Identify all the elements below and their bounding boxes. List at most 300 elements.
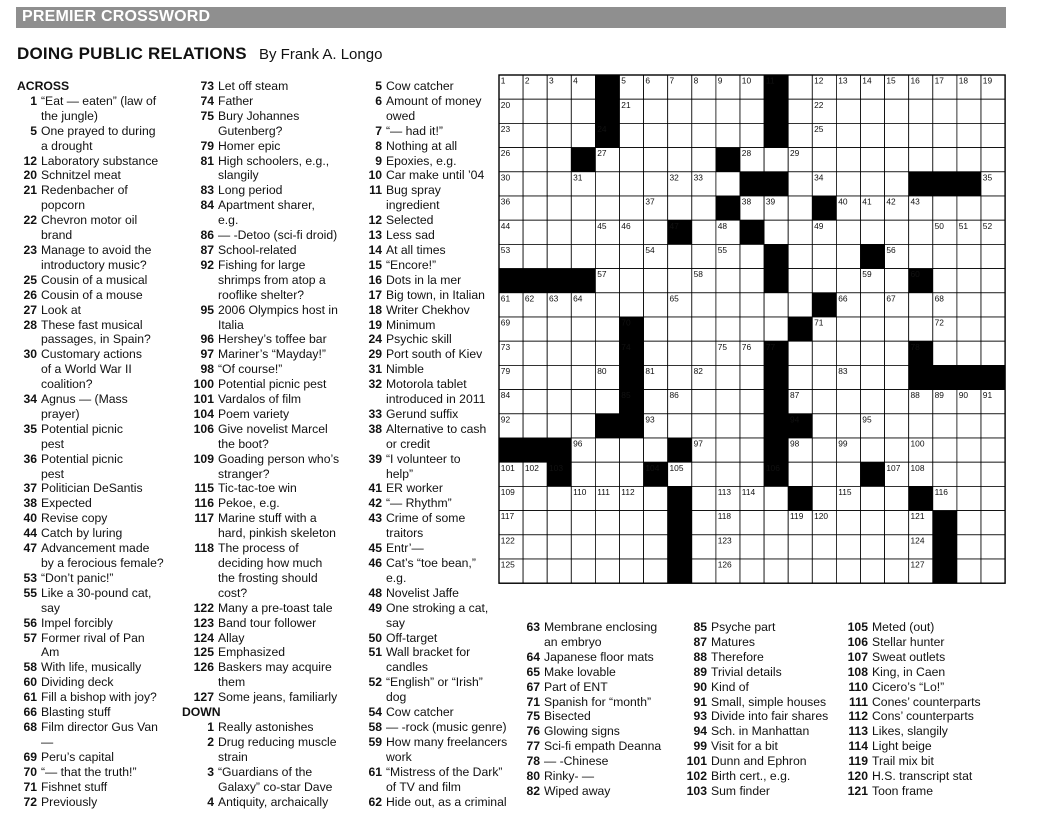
grid-cell[interactable] bbox=[957, 341, 981, 365]
grid-cell[interactable] bbox=[499, 148, 523, 172]
grid-cell[interactable] bbox=[620, 559, 644, 583]
grid-cell[interactable] bbox=[547, 317, 571, 341]
grid-cell[interactable] bbox=[571, 75, 595, 99]
grid-cell[interactable] bbox=[668, 462, 692, 486]
grid-cell[interactable] bbox=[812, 414, 836, 438]
grid-cell[interactable] bbox=[740, 390, 764, 414]
grid-cell[interactable] bbox=[499, 462, 523, 486]
grid-cell[interactable] bbox=[668, 269, 692, 293]
grid-cell[interactable] bbox=[933, 123, 957, 147]
grid-cell[interactable] bbox=[788, 99, 812, 123]
grid-cell[interactable] bbox=[692, 269, 716, 293]
grid-cell[interactable] bbox=[836, 99, 860, 123]
grid-cell[interactable] bbox=[740, 341, 764, 365]
grid-cell[interactable] bbox=[716, 414, 740, 438]
grid-cell[interactable] bbox=[836, 244, 860, 268]
grid-cell[interactable] bbox=[812, 341, 836, 365]
grid-cell[interactable] bbox=[836, 462, 860, 486]
grid-cell[interactable] bbox=[957, 559, 981, 583]
grid-cell[interactable] bbox=[692, 99, 716, 123]
grid-cell[interactable] bbox=[595, 317, 619, 341]
grid-cell[interactable] bbox=[595, 148, 619, 172]
grid-cell[interactable] bbox=[499, 75, 523, 99]
grid-cell[interactable] bbox=[981, 390, 1005, 414]
grid-cell[interactable] bbox=[957, 293, 981, 317]
grid-cell[interactable] bbox=[836, 123, 860, 147]
grid-cell[interactable] bbox=[644, 244, 668, 268]
grid-cell[interactable] bbox=[981, 196, 1005, 220]
grid-cell[interactable] bbox=[716, 559, 740, 583]
grid-cell[interactable] bbox=[957, 317, 981, 341]
grid-cell[interactable] bbox=[788, 148, 812, 172]
grid-cell[interactable] bbox=[861, 559, 885, 583]
grid-cell[interactable] bbox=[909, 75, 933, 99]
grid-cell[interactable] bbox=[620, 196, 644, 220]
grid-cell[interactable] bbox=[957, 196, 981, 220]
grid-cell[interactable] bbox=[523, 293, 547, 317]
grid-cell[interactable] bbox=[812, 172, 836, 196]
grid-cell[interactable] bbox=[668, 341, 692, 365]
grid-cell[interactable] bbox=[957, 244, 981, 268]
grid-cell[interactable] bbox=[620, 535, 644, 559]
grid-cell[interactable] bbox=[620, 172, 644, 196]
grid-cell[interactable] bbox=[547, 365, 571, 389]
grid-cell[interactable] bbox=[788, 365, 812, 389]
grid-cell[interactable] bbox=[812, 390, 836, 414]
grid-cell[interactable] bbox=[788, 75, 812, 99]
grid-cell[interactable] bbox=[499, 244, 523, 268]
grid-cell[interactable] bbox=[499, 317, 523, 341]
grid-cell[interactable] bbox=[644, 269, 668, 293]
grid-cell[interactable] bbox=[836, 148, 860, 172]
grid-cell[interactable] bbox=[523, 220, 547, 244]
grid-cell[interactable] bbox=[788, 341, 812, 365]
grid-cell[interactable] bbox=[861, 148, 885, 172]
grid-cell[interactable] bbox=[909, 535, 933, 559]
grid-cell[interactable] bbox=[595, 341, 619, 365]
grid-cell[interactable] bbox=[740, 414, 764, 438]
grid-cell[interactable] bbox=[764, 148, 788, 172]
grid-cell[interactable] bbox=[836, 341, 860, 365]
grid-cell[interactable] bbox=[885, 535, 909, 559]
grid-cell[interactable] bbox=[812, 486, 836, 510]
grid-cell[interactable] bbox=[620, 269, 644, 293]
grid-cell[interactable] bbox=[957, 438, 981, 462]
grid-cell[interactable] bbox=[692, 148, 716, 172]
grid-cell[interactable] bbox=[909, 438, 933, 462]
grid-cell[interactable] bbox=[716, 438, 740, 462]
grid-cell[interactable] bbox=[885, 148, 909, 172]
grid-cell[interactable] bbox=[547, 486, 571, 510]
grid-cell[interactable] bbox=[812, 317, 836, 341]
grid-cell[interactable] bbox=[692, 75, 716, 99]
grid-cell[interactable] bbox=[861, 75, 885, 99]
grid-cell[interactable] bbox=[981, 511, 1005, 535]
grid-cell[interactable] bbox=[692, 196, 716, 220]
grid-cell[interactable] bbox=[788, 293, 812, 317]
grid-cell[interactable] bbox=[571, 341, 595, 365]
grid-cell[interactable] bbox=[981, 293, 1005, 317]
grid-cell[interactable] bbox=[861, 414, 885, 438]
grid-cell[interactable] bbox=[861, 99, 885, 123]
grid-cell[interactable] bbox=[716, 269, 740, 293]
grid-cell[interactable] bbox=[644, 172, 668, 196]
grid-cell[interactable] bbox=[885, 317, 909, 341]
grid-cell[interactable] bbox=[595, 365, 619, 389]
grid-cell[interactable] bbox=[668, 390, 692, 414]
grid-cell[interactable] bbox=[547, 559, 571, 583]
grid-cell[interactable] bbox=[595, 535, 619, 559]
grid-cell[interactable] bbox=[668, 172, 692, 196]
grid-cell[interactable] bbox=[885, 293, 909, 317]
grid-cell[interactable] bbox=[885, 75, 909, 99]
grid-cell[interactable] bbox=[716, 341, 740, 365]
grid-cell[interactable] bbox=[933, 390, 957, 414]
grid-cell[interactable] bbox=[620, 123, 644, 147]
grid-cell[interactable] bbox=[692, 172, 716, 196]
grid-cell[interactable] bbox=[644, 486, 668, 510]
grid-cell[interactable] bbox=[836, 220, 860, 244]
grid-cell[interactable] bbox=[595, 220, 619, 244]
grid-cell[interactable] bbox=[716, 123, 740, 147]
grid-cell[interactable] bbox=[812, 462, 836, 486]
grid-cell[interactable] bbox=[909, 462, 933, 486]
grid-cell[interactable] bbox=[571, 511, 595, 535]
grid-cell[interactable] bbox=[716, 244, 740, 268]
grid-cell[interactable] bbox=[861, 269, 885, 293]
grid-cell[interactable] bbox=[861, 220, 885, 244]
grid-cell[interactable] bbox=[499, 293, 523, 317]
grid-cell[interactable] bbox=[981, 269, 1005, 293]
grid-cell[interactable] bbox=[909, 390, 933, 414]
grid-cell[interactable] bbox=[861, 365, 885, 389]
grid-cell[interactable] bbox=[909, 123, 933, 147]
grid-cell[interactable] bbox=[644, 196, 668, 220]
grid-cell[interactable] bbox=[620, 293, 644, 317]
grid-cell[interactable] bbox=[885, 123, 909, 147]
grid-cell[interactable] bbox=[909, 414, 933, 438]
grid-cell[interactable] bbox=[957, 414, 981, 438]
grid-cell[interactable] bbox=[861, 317, 885, 341]
grid-cell[interactable] bbox=[885, 220, 909, 244]
grid-cell[interactable] bbox=[836, 293, 860, 317]
grid-cell[interactable] bbox=[644, 365, 668, 389]
grid-cell[interactable] bbox=[885, 244, 909, 268]
grid-cell[interactable] bbox=[595, 269, 619, 293]
grid-cell[interactable] bbox=[933, 486, 957, 510]
grid-cell[interactable] bbox=[620, 244, 644, 268]
grid-cell[interactable] bbox=[740, 244, 764, 268]
grid-cell[interactable] bbox=[523, 244, 547, 268]
grid-cell[interactable] bbox=[692, 511, 716, 535]
grid-cell[interactable] bbox=[668, 317, 692, 341]
grid-cell[interactable] bbox=[595, 390, 619, 414]
grid-cell[interactable] bbox=[764, 511, 788, 535]
grid-cell[interactable] bbox=[909, 511, 933, 535]
grid-cell[interactable] bbox=[981, 535, 1005, 559]
grid-cell[interactable] bbox=[933, 438, 957, 462]
grid-cell[interactable] bbox=[644, 123, 668, 147]
grid-cell[interactable] bbox=[885, 390, 909, 414]
grid-cell[interactable] bbox=[885, 99, 909, 123]
grid-cell[interactable] bbox=[547, 148, 571, 172]
grid-cell[interactable] bbox=[571, 317, 595, 341]
grid-cell[interactable] bbox=[692, 438, 716, 462]
grid-cell[interactable] bbox=[499, 99, 523, 123]
grid-cell[interactable] bbox=[764, 317, 788, 341]
grid-cell[interactable] bbox=[692, 317, 716, 341]
grid-cell[interactable] bbox=[523, 172, 547, 196]
grid-cell[interactable] bbox=[861, 535, 885, 559]
grid-cell[interactable] bbox=[957, 486, 981, 510]
grid-cell[interactable] bbox=[933, 75, 957, 99]
grid-cell[interactable] bbox=[547, 220, 571, 244]
grid-cell[interactable] bbox=[836, 317, 860, 341]
grid-cell[interactable] bbox=[981, 414, 1005, 438]
grid-cell[interactable] bbox=[644, 438, 668, 462]
grid-cell[interactable] bbox=[595, 438, 619, 462]
grid-cell[interactable] bbox=[595, 172, 619, 196]
grid-cell[interactable] bbox=[933, 293, 957, 317]
grid-cell[interactable] bbox=[812, 148, 836, 172]
grid-cell[interactable] bbox=[620, 75, 644, 99]
grid-cell[interactable] bbox=[909, 99, 933, 123]
grid-cell[interactable] bbox=[836, 172, 860, 196]
grid-cell[interactable] bbox=[788, 196, 812, 220]
grid-cell[interactable] bbox=[716, 462, 740, 486]
grid-cell[interactable] bbox=[764, 220, 788, 244]
grid-cell[interactable] bbox=[740, 196, 764, 220]
grid-cell[interactable] bbox=[547, 293, 571, 317]
grid-cell[interactable] bbox=[523, 535, 547, 559]
grid-cell[interactable] bbox=[499, 341, 523, 365]
grid-cell[interactable] bbox=[764, 196, 788, 220]
grid-cell[interactable] bbox=[957, 123, 981, 147]
grid-cell[interactable] bbox=[571, 535, 595, 559]
grid-cell[interactable] bbox=[668, 148, 692, 172]
grid-cell[interactable] bbox=[668, 196, 692, 220]
grid-cell[interactable] bbox=[836, 196, 860, 220]
grid-cell[interactable] bbox=[933, 462, 957, 486]
grid-cell[interactable] bbox=[523, 341, 547, 365]
grid-cell[interactable] bbox=[957, 511, 981, 535]
grid-cell[interactable] bbox=[957, 75, 981, 99]
grid-cell[interactable] bbox=[620, 99, 644, 123]
grid-cell[interactable] bbox=[909, 293, 933, 317]
grid-cell[interactable] bbox=[523, 462, 547, 486]
grid-cell[interactable] bbox=[885, 196, 909, 220]
grid-cell[interactable] bbox=[571, 244, 595, 268]
grid-cell[interactable] bbox=[668, 99, 692, 123]
grid-cell[interactable] bbox=[523, 317, 547, 341]
grid-cell[interactable] bbox=[836, 486, 860, 510]
grid-cell[interactable] bbox=[620, 220, 644, 244]
grid-cell[interactable] bbox=[812, 535, 836, 559]
grid-cell[interactable] bbox=[620, 148, 644, 172]
grid-cell[interactable] bbox=[523, 365, 547, 389]
grid-cell[interactable] bbox=[885, 341, 909, 365]
grid-cell[interactable] bbox=[981, 486, 1005, 510]
grid-cell[interactable] bbox=[885, 486, 909, 510]
grid-cell[interactable] bbox=[547, 244, 571, 268]
grid-cell[interactable] bbox=[909, 148, 933, 172]
grid-cell[interactable] bbox=[499, 220, 523, 244]
grid-cell[interactable] bbox=[716, 172, 740, 196]
grid-cell[interactable] bbox=[861, 438, 885, 462]
grid-cell[interactable] bbox=[523, 486, 547, 510]
grid-cell[interactable] bbox=[981, 559, 1005, 583]
grid-cell[interactable] bbox=[644, 559, 668, 583]
grid-cell[interactable] bbox=[571, 486, 595, 510]
grid-cell[interactable] bbox=[499, 511, 523, 535]
grid-cell[interactable] bbox=[644, 535, 668, 559]
grid-cell[interactable] bbox=[740, 486, 764, 510]
grid-cell[interactable] bbox=[788, 269, 812, 293]
grid-cell[interactable] bbox=[981, 438, 1005, 462]
grid-cell[interactable] bbox=[692, 220, 716, 244]
grid-cell[interactable] bbox=[668, 75, 692, 99]
grid-cell[interactable] bbox=[692, 486, 716, 510]
grid-cell[interactable] bbox=[547, 196, 571, 220]
grid-cell[interactable] bbox=[692, 123, 716, 147]
grid-cell[interactable] bbox=[692, 390, 716, 414]
grid-cell[interactable] bbox=[957, 390, 981, 414]
grid-cell[interactable] bbox=[885, 365, 909, 389]
grid-cell[interactable] bbox=[981, 99, 1005, 123]
grid-cell[interactable] bbox=[740, 148, 764, 172]
grid-cell[interactable] bbox=[740, 317, 764, 341]
grid-cell[interactable] bbox=[547, 99, 571, 123]
grid-cell[interactable] bbox=[933, 269, 957, 293]
grid-cell[interactable] bbox=[764, 486, 788, 510]
grid-cell[interactable] bbox=[812, 244, 836, 268]
grid-cell[interactable] bbox=[981, 462, 1005, 486]
grid-cell[interactable] bbox=[885, 172, 909, 196]
grid-cell[interactable] bbox=[861, 511, 885, 535]
grid-cell[interactable] bbox=[836, 269, 860, 293]
grid-cell[interactable] bbox=[499, 196, 523, 220]
grid-cell[interactable] bbox=[740, 75, 764, 99]
grid-cell[interactable] bbox=[547, 172, 571, 196]
grid-cell[interactable] bbox=[644, 414, 668, 438]
grid-cell[interactable] bbox=[595, 486, 619, 510]
grid-cell[interactable] bbox=[909, 220, 933, 244]
grid-cell[interactable] bbox=[836, 535, 860, 559]
grid-cell[interactable] bbox=[957, 462, 981, 486]
grid-cell[interactable] bbox=[499, 172, 523, 196]
grid-cell[interactable] bbox=[933, 220, 957, 244]
grid-cell[interactable] bbox=[692, 414, 716, 438]
grid-cell[interactable] bbox=[933, 341, 957, 365]
grid-cell[interactable] bbox=[812, 99, 836, 123]
grid-cell[interactable] bbox=[668, 365, 692, 389]
grid-cell[interactable] bbox=[885, 438, 909, 462]
grid-cell[interactable] bbox=[885, 462, 909, 486]
grid-cell[interactable] bbox=[692, 559, 716, 583]
grid-cell[interactable] bbox=[644, 390, 668, 414]
grid-cell[interactable] bbox=[668, 414, 692, 438]
grid-cell[interactable] bbox=[909, 196, 933, 220]
grid-cell[interactable] bbox=[933, 414, 957, 438]
grid-cell[interactable] bbox=[861, 196, 885, 220]
grid-cell[interactable] bbox=[571, 462, 595, 486]
grid-cell[interactable] bbox=[644, 148, 668, 172]
grid-cell[interactable] bbox=[836, 365, 860, 389]
grid-cell[interactable] bbox=[668, 293, 692, 317]
grid-cell[interactable] bbox=[788, 220, 812, 244]
grid-cell[interactable] bbox=[885, 414, 909, 438]
grid-cell[interactable] bbox=[547, 341, 571, 365]
grid-cell[interactable] bbox=[716, 511, 740, 535]
grid-cell[interactable] bbox=[499, 365, 523, 389]
grid-cell[interactable] bbox=[812, 559, 836, 583]
grid-cell[interactable] bbox=[571, 99, 595, 123]
grid-cell[interactable] bbox=[764, 559, 788, 583]
grid-cell[interactable] bbox=[788, 390, 812, 414]
grid-cell[interactable] bbox=[812, 365, 836, 389]
grid-cell[interactable] bbox=[523, 414, 547, 438]
grid-cell[interactable] bbox=[499, 535, 523, 559]
grid-cell[interactable] bbox=[740, 462, 764, 486]
grid-cell[interactable] bbox=[716, 535, 740, 559]
grid-cell[interactable] bbox=[740, 535, 764, 559]
grid-cell[interactable] bbox=[595, 462, 619, 486]
grid-cell[interactable] bbox=[909, 244, 933, 268]
grid-cell[interactable] bbox=[981, 244, 1005, 268]
grid-cell[interactable] bbox=[523, 196, 547, 220]
grid-cell[interactable] bbox=[740, 559, 764, 583]
grid-cell[interactable] bbox=[861, 341, 885, 365]
grid-cell[interactable] bbox=[523, 511, 547, 535]
grid-cell[interactable] bbox=[957, 269, 981, 293]
grid-cell[interactable] bbox=[499, 559, 523, 583]
grid-cell[interactable] bbox=[644, 341, 668, 365]
grid-cell[interactable] bbox=[861, 293, 885, 317]
grid-cell[interactable] bbox=[933, 196, 957, 220]
grid-cell[interactable] bbox=[836, 390, 860, 414]
grid-cell[interactable] bbox=[692, 341, 716, 365]
grid-cell[interactable] bbox=[595, 559, 619, 583]
grid-cell[interactable] bbox=[788, 438, 812, 462]
grid-cell[interactable] bbox=[909, 559, 933, 583]
grid-cell[interactable] bbox=[957, 148, 981, 172]
grid-cell[interactable] bbox=[861, 172, 885, 196]
grid-cell[interactable] bbox=[692, 293, 716, 317]
grid-cell[interactable] bbox=[812, 438, 836, 462]
grid-cell[interactable] bbox=[523, 75, 547, 99]
grid-cell[interactable] bbox=[595, 196, 619, 220]
grid-cell[interactable] bbox=[692, 365, 716, 389]
grid-cell[interactable] bbox=[716, 220, 740, 244]
grid-cell[interactable] bbox=[547, 390, 571, 414]
grid-cell[interactable] bbox=[981, 172, 1005, 196]
grid-cell[interactable] bbox=[933, 99, 957, 123]
grid-cell[interactable] bbox=[740, 438, 764, 462]
grid-cell[interactable] bbox=[885, 559, 909, 583]
grid-cell[interactable] bbox=[933, 244, 957, 268]
grid-cell[interactable] bbox=[861, 486, 885, 510]
grid-cell[interactable] bbox=[692, 244, 716, 268]
grid-cell[interactable] bbox=[571, 293, 595, 317]
grid-cell[interactable] bbox=[836, 414, 860, 438]
grid-cell[interactable] bbox=[740, 365, 764, 389]
grid-cell[interactable] bbox=[620, 486, 644, 510]
grid-cell[interactable] bbox=[740, 293, 764, 317]
grid-cell[interactable] bbox=[547, 511, 571, 535]
grid-cell[interactable] bbox=[644, 75, 668, 99]
grid-cell[interactable] bbox=[909, 317, 933, 341]
grid-cell[interactable] bbox=[957, 99, 981, 123]
